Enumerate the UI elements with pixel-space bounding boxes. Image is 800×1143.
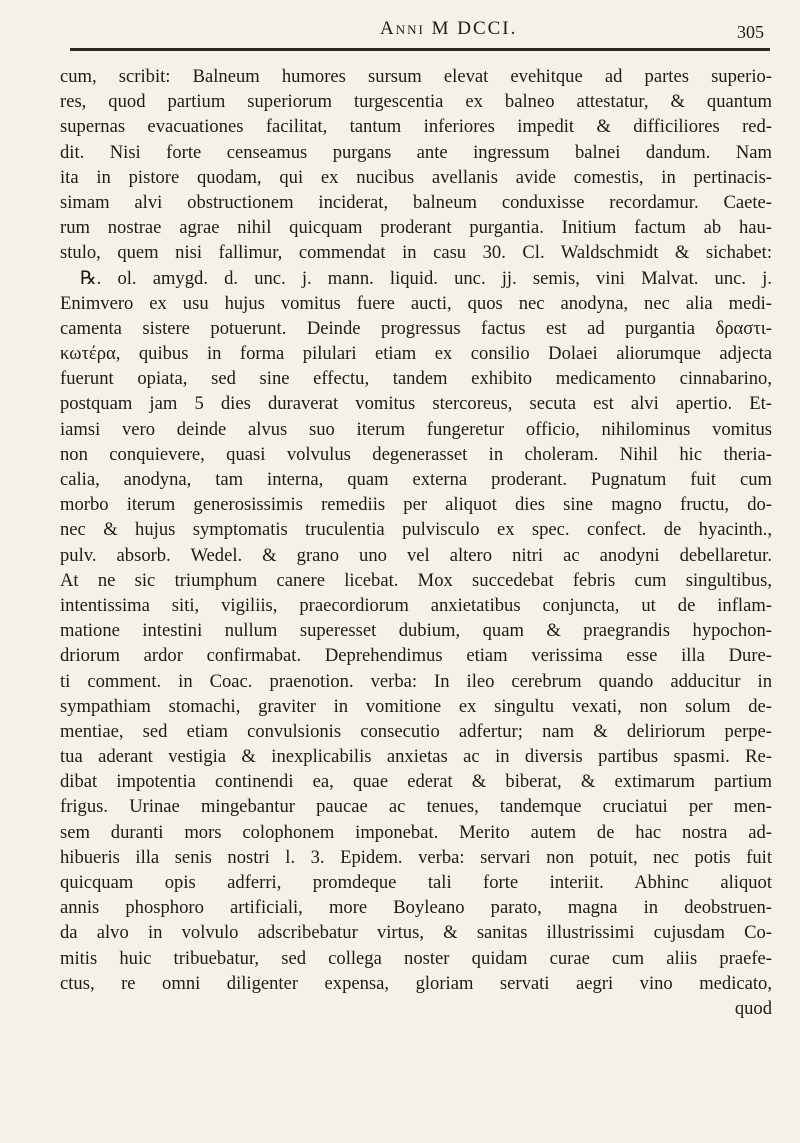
text-line: cum, scribit: Balneum humores sursum elevat evehitque ad partes superio-: [60, 66, 772, 87]
text-line: nec & hujus symptomatis truculentia pulvisculo ex spec. confect. de hyacinth.,: [60, 519, 772, 541]
text-line: sympathiam stomachi, graviter in vomitione ex singultu vexati, non solum de-: [60, 695, 772, 717]
text-line: dibat impotentia continendi ea, quae ederat & biberat, & extimarum partium: [60, 771, 772, 793]
text-line: da alvo in volvulo adscribebatur virtus, & sanitas illustrissimi cujusdam Co-: [60, 922, 772, 944]
text-line: supernas evacuationes facilitat, tantum inferiores impedit & difficiliores red-: [60, 116, 772, 138]
text-line: hibueris illa senis nostri l. 3. Epidem. verba: servari non potuit, nec potis fuit: [60, 846, 772, 868]
text-line: tua aderant vestigia & inexplicabilis anxietas ac in diversis partibus spasmi. Re-: [60, 746, 772, 768]
text-line: ℞. ol. amygd. d. unc. j. mann. liquid. unc. jj. semis, vini Malvat. unc. j.: [80, 267, 772, 289]
text-line: driorum ardor confirmabat. Deprehendimus etiam verissima esse illa Dure-: [60, 645, 772, 667]
text-line: matione intestini nullum superesset dubium, quam & praegrandis hypochon-: [60, 620, 772, 642]
text-line: Enimvero ex usu hujus vomitus fuere aucti, quos nec anodyna, nec alia medi-: [60, 292, 772, 314]
catchword: quod: [734, 997, 772, 1019]
text-line: mitis huic tribuebatur, sed collega noster quidam curae cum aliis praefe-: [60, 947, 772, 969]
text-line: pulv. absorb. Wedel. & grano uno vel altero nitri ac anodyni debellaretur.: [60, 544, 772, 566]
text-line: κωτέρα, quibus in forma pilulari etiam ex consilio Dolaei aliorumque adjecta: [60, 343, 772, 365]
text-line: quicquam opis adferri, promdeque tali forte interiit. Abhinc aliquot: [60, 872, 772, 893]
text-line: sem duranti mors colophonem imponebat. Merito autem de hac nostra ad-: [60, 821, 772, 843]
text-line: dit. Nisi forte censeamus purgans ante ingressum balnei dandum. Nam: [60, 141, 772, 163]
text-line: morbo iterum generosissimis remediis per aliquot dies sine magno fructu, do-: [60, 494, 772, 516]
text-line: calia, anodyna, tam interna, quam externa proderant. Pugnatum fuit cum: [60, 469, 772, 490]
text-line: mentiae, sed etiam convulsionis consecutio adfertur; nam & deliriorum perpe-: [60, 720, 772, 742]
text-line: camenta sistere potuerunt. Deinde progressus factus est ad purgantia δραστι-: [60, 317, 772, 339]
text-line: rum nostrae agrae nihil quicquam proderant purgantia. Initium factum ab hau-: [60, 217, 772, 239]
text-line: fuerunt opiata, sed sine effectu, tandem exhibito medicamento cinnabarino,: [60, 368, 772, 390]
text-line: frigus. Urinae mingebantur paucae ac tenues, tandemque cruciatui per men-: [60, 796, 772, 818]
text-line: At ne sic triumphum canere licebat. Mox succedebat febris cum singultibus,: [60, 569, 772, 591]
text-line: ctus, re omni diligenter expensa, gloriam servati aegri vino medicato,: [60, 972, 772, 994]
text-line: res, quod partium superiorum turgescentia ex balneo attestatur, & quantum: [60, 91, 772, 113]
text-line: non conquievere, quasi volvulus degenerasset in choleram. Nihil hic theria-: [60, 443, 772, 465]
text-line: intentissima siti, vigiliis, praecordiorum anxietatibus conjuncta, ut de inflam-: [60, 594, 772, 616]
body-text: [60, 64, 772, 1021]
running-title: Anni M DCCI.: [380, 18, 518, 39]
text-line: simam alvi obstructionem inciderat, balneum conduxisse recordamur. Caete-: [60, 191, 772, 213]
text-line: annis phosphoro artificiali, more Boyleano parato, magna in deobstruen-: [60, 897, 772, 919]
text-line: ti comment. in Coac. praenotion. verba: In ileo cerebrum quando adducitur in: [60, 670, 772, 692]
text-line: postquam jam 5 dies duraverat vomitus stercoreus, secuta est alvi apertio. Et-: [60, 393, 772, 415]
header-rule: [70, 48, 770, 51]
running-head: [0, 12, 800, 46]
page-number: 305: [737, 22, 764, 42]
text-line: iamsi vero deinde alvus suo iterum fungeretur officio, nihilominus vomitus: [60, 418, 772, 440]
text-line: stulo, quem nisi fallimur, commendat in casu 30. Cl. Waldschmidt & sichabet:: [60, 242, 772, 264]
text-line: ita in pistore quodam, qui ex nucibus avellanis avide comestis, in pertinacis-: [60, 166, 772, 188]
